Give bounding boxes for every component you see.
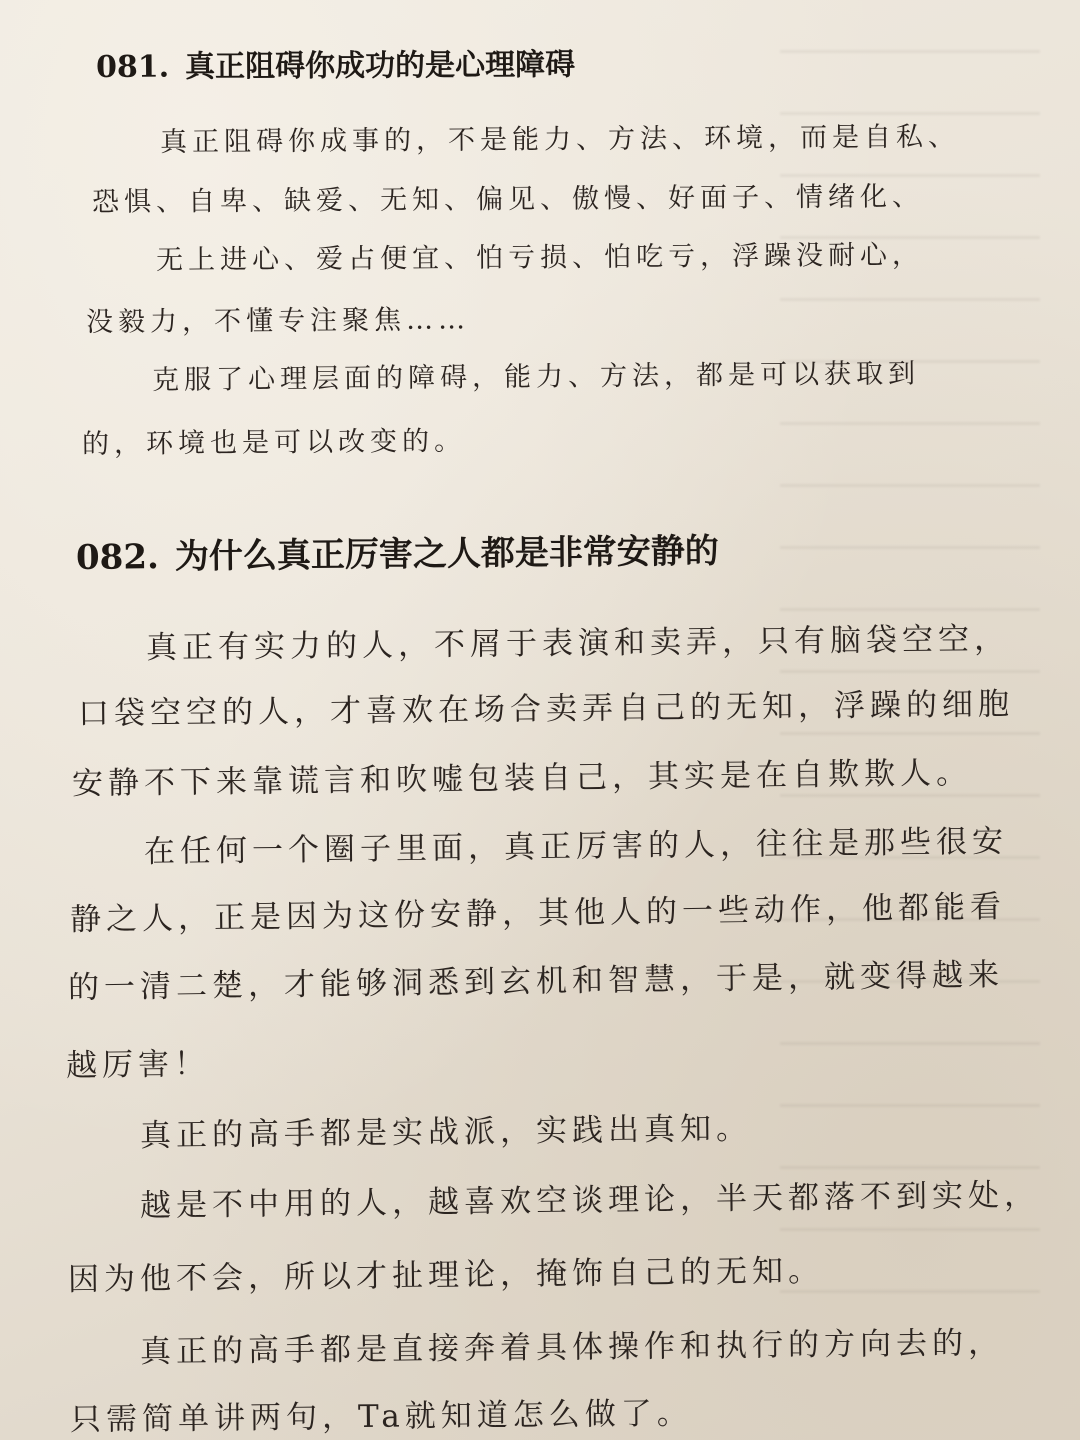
section-number: 081. (95, 49, 170, 85)
paragraph-line: 克服了心理层面的障碍，能力、方法，都是可以获取到 (151, 358, 921, 396)
section-081-title (96, 39, 575, 86)
section-heading: 为什么真正厉害之人都是非常安静的 (174, 531, 720, 577)
paragraph-line: 在任何一个圈子里面，真正厉害的人，往往是那些很安 (143, 823, 1009, 870)
paragraph-line: 真正的高手都是直接奔着具体操作和执行的方向去的， (139, 1324, 1005, 1370)
paragraph-line: 的，环境也是可以改变的。 (81, 425, 467, 460)
paragraph-line: 越是不中用的人，越喜欢空谈理论，半天都落不到实处， (139, 1177, 1041, 1224)
paragraph-line: 口袋空空的人，才喜欢在场合卖弄自己的无知，浮躁的细胞 (77, 686, 1015, 732)
paragraph-line: 的一清二楚，才能够洞悉到玄机和智慧，于是，就变得越来 (67, 956, 1005, 1006)
paragraph-line: 没毅力，不懂专注聚焦…… (85, 304, 471, 338)
paragraph-line: 真正阻碍你成事的，不是能力、方法、环境，而是自私、 (159, 121, 961, 158)
paragraph-line: 只需简单讲两句，Ta就知道怎么做了。 (69, 1395, 693, 1438)
section-heading: 真正阻碍你成功的是心理障碍 (185, 47, 576, 85)
section-number: 082. (75, 537, 160, 578)
paragraph-line: 越厉害！ (65, 1045, 211, 1084)
paragraph-line: 无上进心、爱占便宜、怕亏损、怕吃亏，浮躁没耐心， (155, 239, 925, 276)
paragraph-line: 静之人，正是因为这份安静，其他人的一些动作，他都能看 (69, 888, 1007, 938)
section-082-title (76, 523, 719, 579)
paragraph-line: 真正的高手都是实战派，实践出真知。 (139, 1110, 753, 1154)
paragraph-line: 安静不下来靠谎言和吹嘘包装自己，其实是在自欺欺人。 (71, 755, 973, 802)
paragraph-line: 真正有实力的人，不屑于表演和卖弄，只有脑袋空空， (145, 620, 1011, 666)
paragraph-line: 因为他不会，所以才扯理论，掩饰自己的无知。 (67, 1252, 825, 1298)
paragraph-line: 恐惧、自卑、缺爱、无知、偏见、傲慢、好面子、情绪化、 (91, 181, 925, 218)
